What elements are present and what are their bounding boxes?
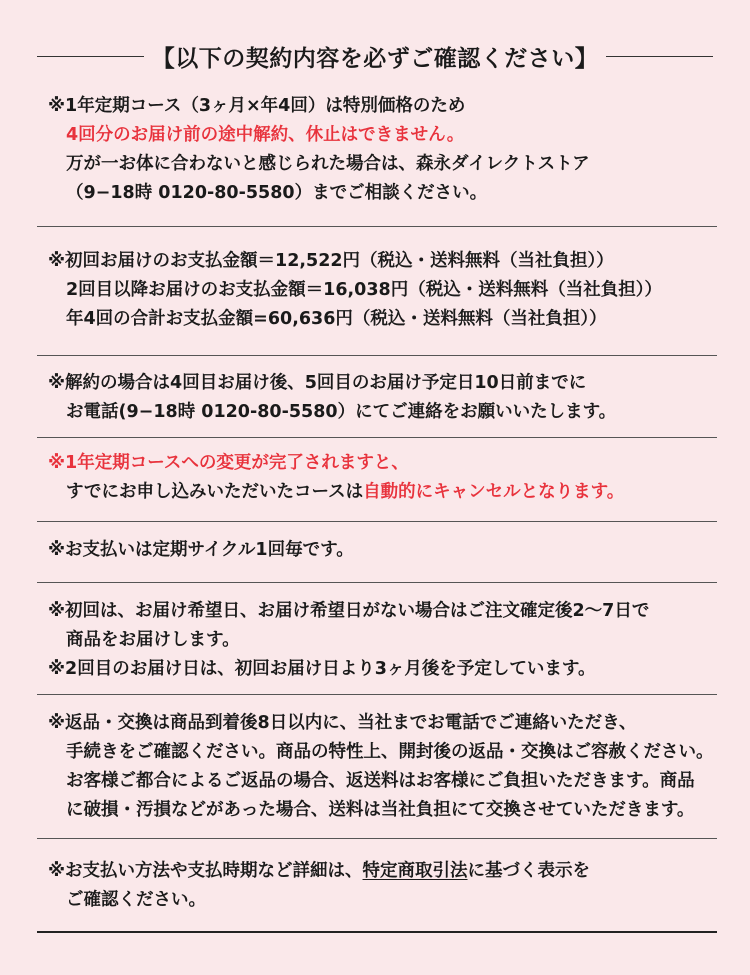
notice-line (48, 857, 718, 886)
notice-line: ご確認ください。 (66, 890, 206, 910)
section-divider (37, 355, 717, 356)
notice-line: ※2回目のお届け日は、初回お届け日より3ヶ月後を予定しています。 (48, 659, 596, 679)
notice-line: に破損・汚損などがあった場合、送料は当社負担にて交換させていただきます。 (66, 800, 695, 820)
bottom-rule (37, 931, 717, 933)
payment-first-line: ※初回お届けのお支払金額＝12,522円（税込・送料無料（当社負担）） (48, 251, 614, 271)
page-title: 【以下の契約内容を必ずご確認ください】 (151, 45, 599, 72)
payment-total-line: 年4回の合計お支払金額=60,636円（税込・送料無料（当社負担）） (66, 309, 607, 329)
notice-text: ※お支払い方法や支払時期など詳細は、 (48, 861, 363, 881)
notice-contact-line: お電話(9−18時 0120-80-5580）にてご連絡をお願いいたします。 (66, 402, 617, 422)
section-divider (37, 521, 717, 522)
notice-payment-amounts (48, 247, 718, 334)
payment-subsequent-line: 2回目以降お届けのお支払金額＝16,038円（税込・送料無料（当社負担）） (66, 280, 662, 300)
notice-text: に基づく表示を (467, 861, 591, 881)
notice-legal-link (48, 857, 718, 915)
legal-notice-link[interactable]: 特定商取引法 (362, 861, 468, 881)
header-rule-left (37, 56, 144, 57)
notice-line: 商品をお届けします。 (66, 630, 240, 650)
notice-warning-text: 自動的にキャンセルとなります。 (363, 482, 625, 502)
header (37, 38, 713, 74)
notice-line: ※お支払いは定期サイクル1回毎です。 (48, 540, 354, 560)
notice-returns (48, 709, 718, 825)
notice-line: 手続きをご確認ください。商品の特性上、開封後の返品・交換はご容赦ください。 (66, 742, 714, 762)
notice-annual-course (48, 92, 718, 208)
notice-line: お客様ご都合によるご返品の場合、返送料はお客様にご負担いただきます。商品 (66, 771, 695, 791)
section-divider (37, 838, 717, 839)
section-divider (37, 582, 717, 583)
header-rule-right (606, 56, 713, 57)
notice-warning-line: 4回分のお届け前の途中解約、休止はできません。 (66, 125, 465, 145)
notice-text: すでにお申し込みいただいたコースは (66, 482, 364, 502)
notice-payment-cycle (48, 536, 718, 565)
notice-cancellation (48, 369, 718, 427)
notice-line: ※返品・交換は商品到着後8日以内に、当社までお電話でご連絡いただき、 (48, 713, 637, 733)
notice-line: ※1年定期コース（3ヶ月×年4回）は特別価格のため (48, 96, 466, 116)
notice-contact-line: （9−18時 0120-80-5580）までご相談ください。 (66, 183, 488, 203)
notice-warning-line: ※1年定期コースへの変更が完了されますと、 (48, 453, 409, 473)
notice-line: ※初回は、お届け希望日、お届け希望日がない場合はご注文確定後2〜7日で (48, 601, 650, 621)
notice-line: 万が一お体に合わないと感じられた場合は、森永ダイレクトストア (66, 154, 590, 174)
notice-delivery (48, 597, 718, 684)
section-divider (37, 226, 717, 227)
notice-line (48, 478, 718, 507)
notice-line: ※解約の場合は4回目お届け後、5回目のお届け予定日10日前までに (48, 373, 587, 393)
section-divider (37, 437, 717, 438)
section-divider (37, 694, 717, 695)
notice-course-change (48, 449, 718, 507)
